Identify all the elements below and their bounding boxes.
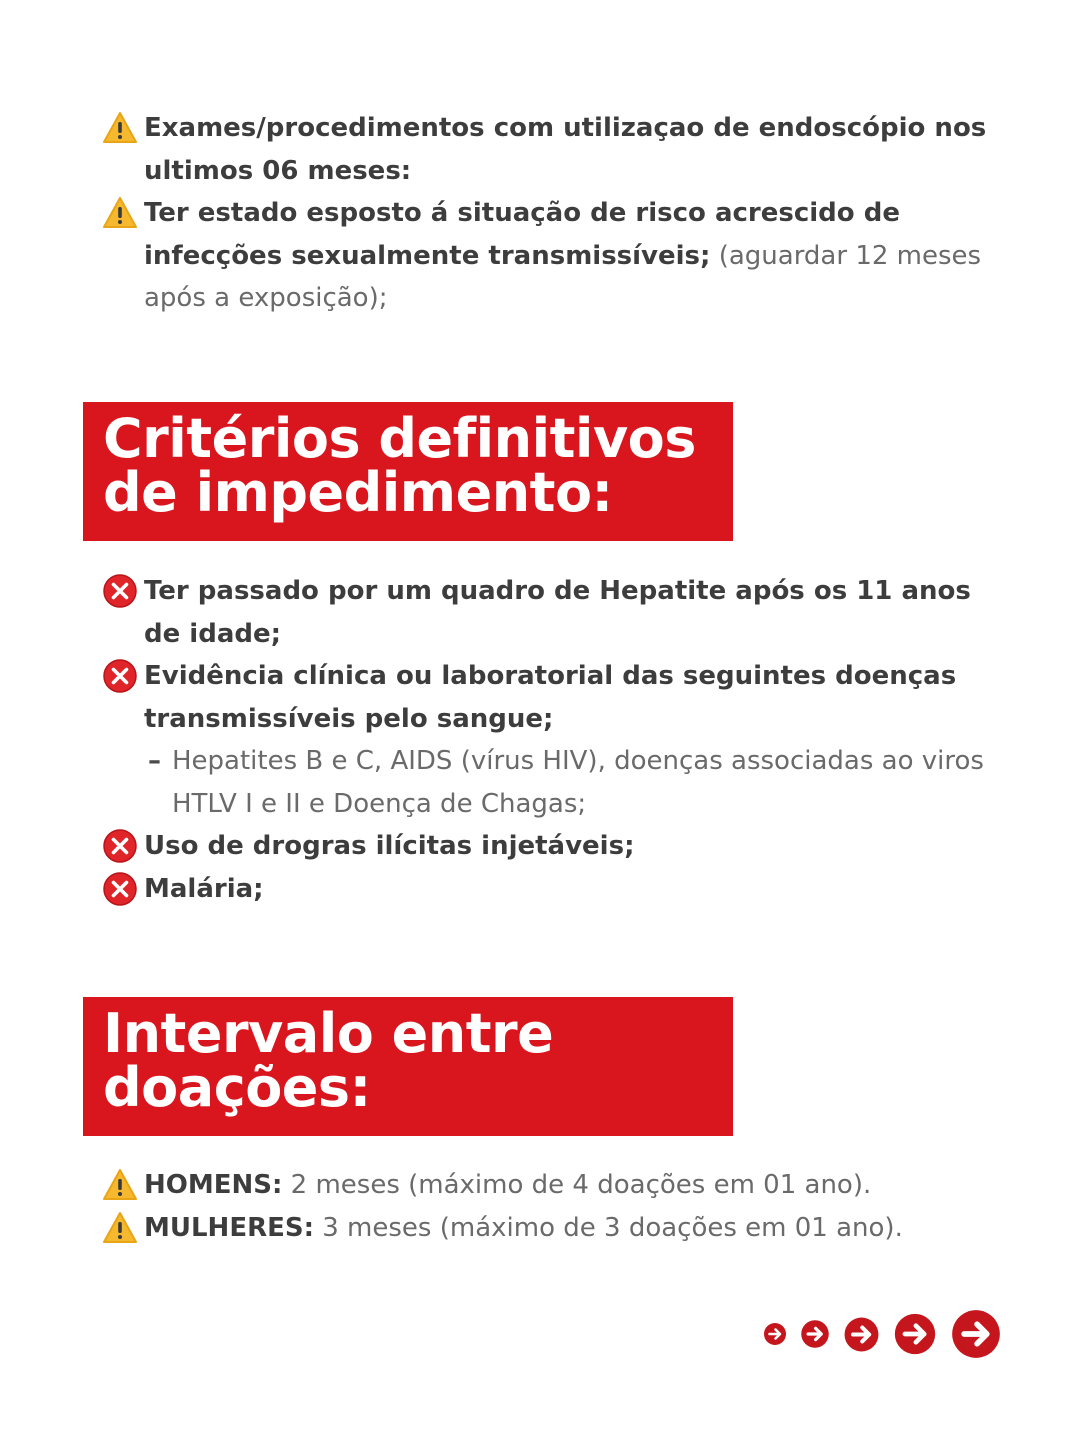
- item-value: 2 meses (máximo de 4 doações em 01 ano).: [282, 1170, 872, 1200]
- arrow-right-circle-icon[interactable]: [950, 1308, 1002, 1360]
- item-note: (aguardar 12 meses após a exposição);: [144, 240, 982, 313]
- error-icon: [102, 828, 138, 864]
- item-text: Uso de drogras ilícitas injetáveis;: [144, 831, 635, 861]
- list-item: [102, 825, 1000, 868]
- next-page-arrows[interactable]: [763, 1308, 1002, 1360]
- item-value: 3 meses (máximo de 3 doações em 01 ano).: [313, 1212, 903, 1243]
- section-title-line1: Intervalo entre: [103, 1002, 554, 1065]
- error-icon: [102, 871, 138, 907]
- list-item: [102, 655, 1000, 740]
- item-text: Malária;: [144, 873, 264, 904]
- arrow-right-circle-icon[interactable]: [800, 1319, 830, 1349]
- error-icon: [102, 573, 138, 609]
- section-title: [103, 1002, 713, 1119]
- section-title: [103, 407, 713, 524]
- dash-bullet: –: [148, 746, 161, 776]
- impediment-list: [102, 570, 1000, 910]
- section-title-line2: doações:: [103, 1056, 371, 1119]
- section-banner-intervalo: [83, 997, 733, 1136]
- item-text: Exames/procedimentos com utilizaçao de endoscópio nos ultimos 06 meses:: [144, 113, 987, 186]
- warning-icon: [102, 1210, 138, 1246]
- section-title-line1: Critérios definitivos: [103, 407, 696, 470]
- list-item: [102, 107, 1000, 192]
- arrow-right-circle-icon[interactable]: [763, 1322, 787, 1346]
- warning-icon: [102, 1167, 138, 1203]
- list-item: [102, 1207, 1000, 1250]
- section-banner-criterios: [83, 402, 733, 541]
- item-label: HOMENS:: [144, 1170, 283, 1200]
- item-label: MULHERES:: [144, 1212, 314, 1243]
- sub-item-text: Hepatites B e C, AIDS (vírus HIV), doenças associadas ao viros HTLV I e II e Doença de Chagas;: [172, 746, 984, 819]
- arrow-right-circle-icon[interactable]: [843, 1316, 880, 1353]
- warning-icon: [102, 110, 138, 146]
- list-item: [102, 570, 1000, 655]
- top-warning-list: [102, 107, 1000, 320]
- list-item: [102, 1164, 1000, 1207]
- sub-list-item: [102, 740, 1000, 825]
- item-text: Ter passado por um quadro de Hepatite após os 11 anos de idade;: [144, 576, 971, 649]
- error-icon: [102, 658, 138, 694]
- item-text: Ter estado esposto á situação de risco acrescido de infecções sexualmente transmissíveis;: [144, 198, 900, 271]
- interval-list: [102, 1164, 1000, 1249]
- arrow-right-circle-icon[interactable]: [893, 1312, 937, 1356]
- section-title-line2: de impedimento:: [103, 461, 613, 524]
- list-item: [102, 868, 1000, 911]
- list-item: [102, 192, 1000, 320]
- item-text: Evidência clínica ou laboratorial das seguintes doenças transmissíveis pelo sangue;: [144, 661, 957, 734]
- warning-icon: [102, 195, 138, 231]
